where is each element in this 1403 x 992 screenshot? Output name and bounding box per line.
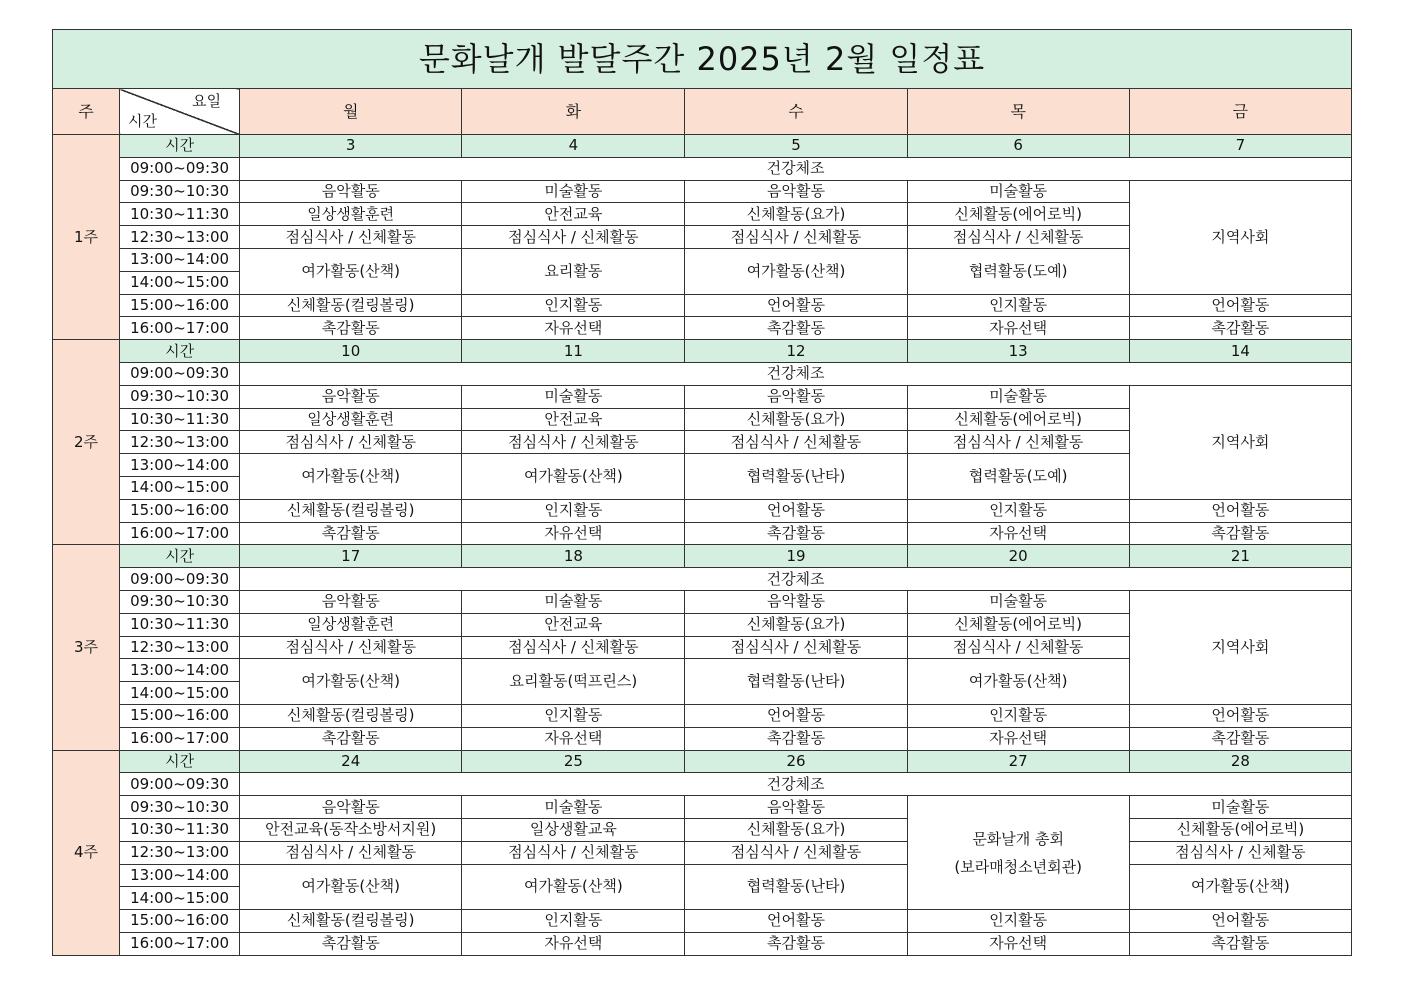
date-cell: 27 [907,750,1129,773]
activity-cell: 촉감활동 [240,317,462,340]
time-slot: 09:00~09:30 [120,362,240,385]
activity-cell: 자유선택 [907,317,1129,340]
activity-cell: 자유선택 [462,317,685,340]
activity-cell: 신체활동(에어로빅) [907,613,1129,636]
activity-cell: 여가활동(산책) [685,248,907,294]
activity-cell: 인지활동 [462,704,685,727]
time-slot: 16:00~17:00 [120,317,240,340]
time-slot: 09:00~09:30 [120,773,240,796]
date-cell: 21 [1129,545,1351,568]
activity-cell: 협력활동(도예) [907,454,1129,500]
table-row [53,317,1352,340]
activity-cell: 촉감활동 [1129,932,1351,955]
day-time-corner-header [120,89,240,135]
health-exercise: 건강체조 [240,568,1352,591]
activity-cell: 점심식사 / 신체활동 [907,636,1129,659]
day-header-mon: 월 [240,89,462,135]
time-slot: 13:00~14:00 [120,864,240,887]
table-row [53,294,1352,317]
time-slot: 12:30~13:00 [120,431,240,454]
date-cell: 20 [907,545,1129,568]
time-slot: 14:00~15:00 [120,887,240,910]
activity-cell: 요리활동(떡프린스) [462,659,685,705]
activity-cell: 언어활동 [685,910,907,933]
activity-cell: 일상생활훈련 [240,203,462,226]
time-slot: 10:30~11:30 [120,613,240,636]
activity-cell: 자유선택 [907,522,1129,545]
activity-cell: 여가활동(산책) [462,864,685,910]
activity-cell: 자유선택 [462,727,685,750]
activity-cell: 신체활동(컬링볼링) [240,704,462,727]
table-row [53,841,1352,864]
table-row [53,727,1352,750]
activity-cell: 음악활동 [240,590,462,613]
time-slot: 09:30~10:30 [120,180,240,203]
table-row [53,568,1352,591]
table-row [53,340,1352,363]
activity-cell: 자유선택 [907,932,1129,955]
activity-cell: 언어활동 [685,294,907,317]
activity-cell: 여가활동(산책) [462,454,685,500]
activity-cell: 음악활동 [240,180,462,203]
table-row [53,180,1352,203]
day-header-wed: 수 [685,89,907,135]
activity-cell: 촉감활동 [685,317,907,340]
table-row [53,818,1352,841]
page-title: 문화날개 발달주간 2025년 2월 일정표 [53,30,1352,89]
table-row [53,545,1352,568]
week-label: 4주 [53,750,120,955]
date-cell: 14 [1129,340,1351,363]
date-cell: 6 [907,135,1129,158]
activity-cell: 점심식사 / 신체활동 [462,841,685,864]
time-slot: 15:00~16:00 [120,499,240,522]
time-row-label: 시간 [120,545,240,568]
activity-cell: 협력활동(난타) [685,864,907,910]
activity-cell: 신체활동(요가) [685,408,907,431]
time-slot: 14:00~15:00 [120,682,240,705]
activity-cell: 언어활동 [1129,499,1351,522]
activity-cell: 여가활동(산책) [240,454,462,500]
date-cell: 25 [462,750,685,773]
time-slot: 09:00~09:30 [120,568,240,591]
activity-cell: 안전교육(동작소방서지원) [240,818,462,841]
time-slot: 16:00~17:00 [120,932,240,955]
activity-cell: 언어활동 [685,704,907,727]
activity-cell: 여가활동(산책) [240,864,462,910]
time-slot: 13:00~14:00 [120,659,240,682]
activity-cell: 점심식사 / 신체활동 [240,226,462,249]
activity-cell: 여가활동(산책) [1129,864,1351,910]
time-row-label: 시간 [120,750,240,773]
time-slot: 13:00~14:00 [120,248,240,271]
activity-cell: 언어활동 [1129,294,1351,317]
community-activity: 지역사회 [1129,385,1351,499]
day-header-fri: 금 [1129,89,1351,135]
date-cell: 11 [462,340,685,363]
activity-cell: 여가활동(산책) [907,659,1129,705]
date-cell: 10 [240,340,462,363]
activity-cell: 점심식사 / 신체활동 [240,431,462,454]
health-exercise: 건강체조 [240,157,1352,180]
activity-cell: 점심식사 / 신체활동 [907,226,1129,249]
date-cell: 7 [1129,135,1351,158]
activity-cell: 미술활동 [462,385,685,408]
week-label: 1주 [53,135,120,340]
activity-cell: 신체활동(요가) [685,203,907,226]
activity-cell: 자유선택 [462,932,685,955]
activity-cell: 미술활동 [462,590,685,613]
activity-cell: 촉감활동 [240,932,462,955]
activity-cell: 음악활동 [685,385,907,408]
table-row [53,932,1352,955]
activity-cell: 일상생활훈련 [240,613,462,636]
time-slot: 15:00~16:00 [120,910,240,933]
date-cell: 5 [685,135,907,158]
activity-cell: 음악활동 [240,385,462,408]
activity-cell: 점심식사 / 신체활동 [685,636,907,659]
date-cell: 28 [1129,750,1351,773]
activity-cell: 여가활동(산책) [240,248,462,294]
time-slot: 16:00~17:00 [120,727,240,750]
activity-cell: 협력활동(난타) [685,454,907,500]
activity-cell: 언어활동 [685,499,907,522]
activity-cell: 인지활동 [907,910,1129,933]
time-slot: 10:30~11:30 [120,408,240,431]
general-meeting-event-line-2: (보라매청소년회관) [954,857,1082,876]
activity-cell: 점심식사 / 신체활동 [907,431,1129,454]
activity-cell: 자유선택 [907,727,1129,750]
time-slot: 15:00~16:00 [120,704,240,727]
date-cell: 17 [240,545,462,568]
activity-cell: 미술활동 [907,180,1129,203]
activity-cell: 신체활동(요가) [685,818,907,841]
time-slot: 16:00~17:00 [120,522,240,545]
time-slot: 12:30~13:00 [120,226,240,249]
time-slot: 13:00~14:00 [120,454,240,477]
day-header-thu: 목 [907,89,1129,135]
activity-cell: 미술활동 [1129,796,1351,819]
time-slot: 10:30~11:30 [120,203,240,226]
activity-cell: 음악활동 [685,590,907,613]
activity-cell: 요리활동 [462,248,685,294]
table-row [53,864,1352,887]
activity-cell: 점심식사 / 신체활동 [240,841,462,864]
activity-cell: 신체활동(에어로빅) [1129,818,1351,841]
table-row [53,362,1352,385]
time-corner-label: 시간 [128,112,158,130]
week-label: 2주 [53,340,120,545]
community-activity: 지역사회 [1129,180,1351,294]
activity-cell: 인지활동 [462,499,685,522]
time-slot: 09:30~10:30 [120,385,240,408]
time-row-label: 시간 [120,135,240,158]
activity-cell: 안전교육 [462,203,685,226]
table-row [53,157,1352,180]
community-activity: 지역사회 [1129,590,1351,704]
general-meeting-event-line-1: 문화날개 총회 [972,829,1065,848]
table-row [53,750,1352,773]
activity-cell: 안전교육 [462,408,685,431]
activity-cell: 신체활동(요가) [685,613,907,636]
activity-cell: 촉감활동 [685,727,907,750]
time-slot: 14:00~15:00 [120,271,240,294]
time-slot: 12:30~13:00 [120,841,240,864]
week-label: 3주 [53,545,120,750]
activity-cell: 인지활동 [907,499,1129,522]
activity-cell: 촉감활동 [685,932,907,955]
activity-cell: 점심식사 / 신체활동 [685,431,907,454]
table-row [53,796,1352,819]
date-cell: 18 [462,545,685,568]
activity-cell: 미술활동 [907,590,1129,613]
activity-cell: 촉감활동 [1129,727,1351,750]
general-meeting-event [907,796,1129,910]
activity-cell: 여가활동(산책) [240,659,462,705]
table-row [53,910,1352,933]
activity-cell: 촉감활동 [1129,522,1351,545]
activity-cell: 언어활동 [1129,910,1351,933]
date-cell: 19 [685,545,907,568]
date-cell: 24 [240,750,462,773]
health-exercise: 건강체조 [240,362,1352,385]
date-cell: 4 [462,135,685,158]
day-corner-label: 요일 [192,92,222,110]
date-cell: 13 [907,340,1129,363]
activity-cell: 인지활동 [907,294,1129,317]
activity-cell: 신체활동(컬링볼링) [240,499,462,522]
table-row [53,590,1352,613]
table-row [53,499,1352,522]
table-row [53,385,1352,408]
activity-cell: 신체활동(컬링볼링) [240,294,462,317]
table-row [53,522,1352,545]
activity-cell: 점심식사 / 신체활동 [1129,841,1351,864]
activity-cell: 점심식사 / 신체활동 [462,431,685,454]
table-row [53,135,1352,158]
activity-cell: 점심식사 / 신체활동 [685,841,907,864]
activity-cell: 점심식사 / 신체활동 [240,636,462,659]
activity-cell: 신체활동(컬링볼링) [240,910,462,933]
activity-cell: 일상생활교육 [462,818,685,841]
health-exercise: 건강체조 [240,773,1352,796]
activity-cell: 안전교육 [462,613,685,636]
date-cell: 12 [685,340,907,363]
time-slot: 10:30~11:30 [120,818,240,841]
activity-cell: 일상생활훈련 [240,408,462,431]
activity-cell: 음악활동 [240,796,462,819]
date-cell: 26 [685,750,907,773]
time-slot: 15:00~16:00 [120,294,240,317]
activity-cell: 점심식사 / 신체활동 [685,226,907,249]
day-header-tue: 화 [462,89,685,135]
table-row [53,773,1352,796]
activity-cell: 촉감활동 [240,522,462,545]
activity-cell: 음악활동 [685,796,907,819]
activity-cell: 신체활동(에어로빅) [907,203,1129,226]
time-slot: 09:30~10:30 [120,796,240,819]
activity-cell: 점심식사 / 신체활동 [462,636,685,659]
activity-cell: 점심식사 / 신체활동 [462,226,685,249]
activity-cell: 협력활동(난타) [685,659,907,705]
time-slot: 12:30~13:00 [120,636,240,659]
table-row [53,704,1352,727]
time-slot: 09:30~10:30 [120,590,240,613]
date-cell: 3 [240,135,462,158]
time-row-label: 시간 [120,340,240,363]
time-slot: 09:00~09:30 [120,157,240,180]
schedule-table [52,29,1352,956]
activity-cell: 신체활동(에어로빅) [907,408,1129,431]
activity-cell: 인지활동 [907,704,1129,727]
week-header: 주 [53,89,120,135]
activity-cell: 촉감활동 [240,727,462,750]
activity-cell: 언어활동 [1129,704,1351,727]
activity-cell: 미술활동 [907,385,1129,408]
activity-cell: 인지활동 [462,294,685,317]
activity-cell: 촉감활동 [1129,317,1351,340]
activity-cell: 미술활동 [462,796,685,819]
activity-cell: 음악활동 [685,180,907,203]
activity-cell: 미술활동 [462,180,685,203]
activity-cell: 자유선택 [462,522,685,545]
activity-cell: 인지활동 [462,910,685,933]
activity-cell: 촉감활동 [685,522,907,545]
time-slot: 14:00~15:00 [120,476,240,499]
activity-cell: 협력활동(도예) [907,248,1129,294]
